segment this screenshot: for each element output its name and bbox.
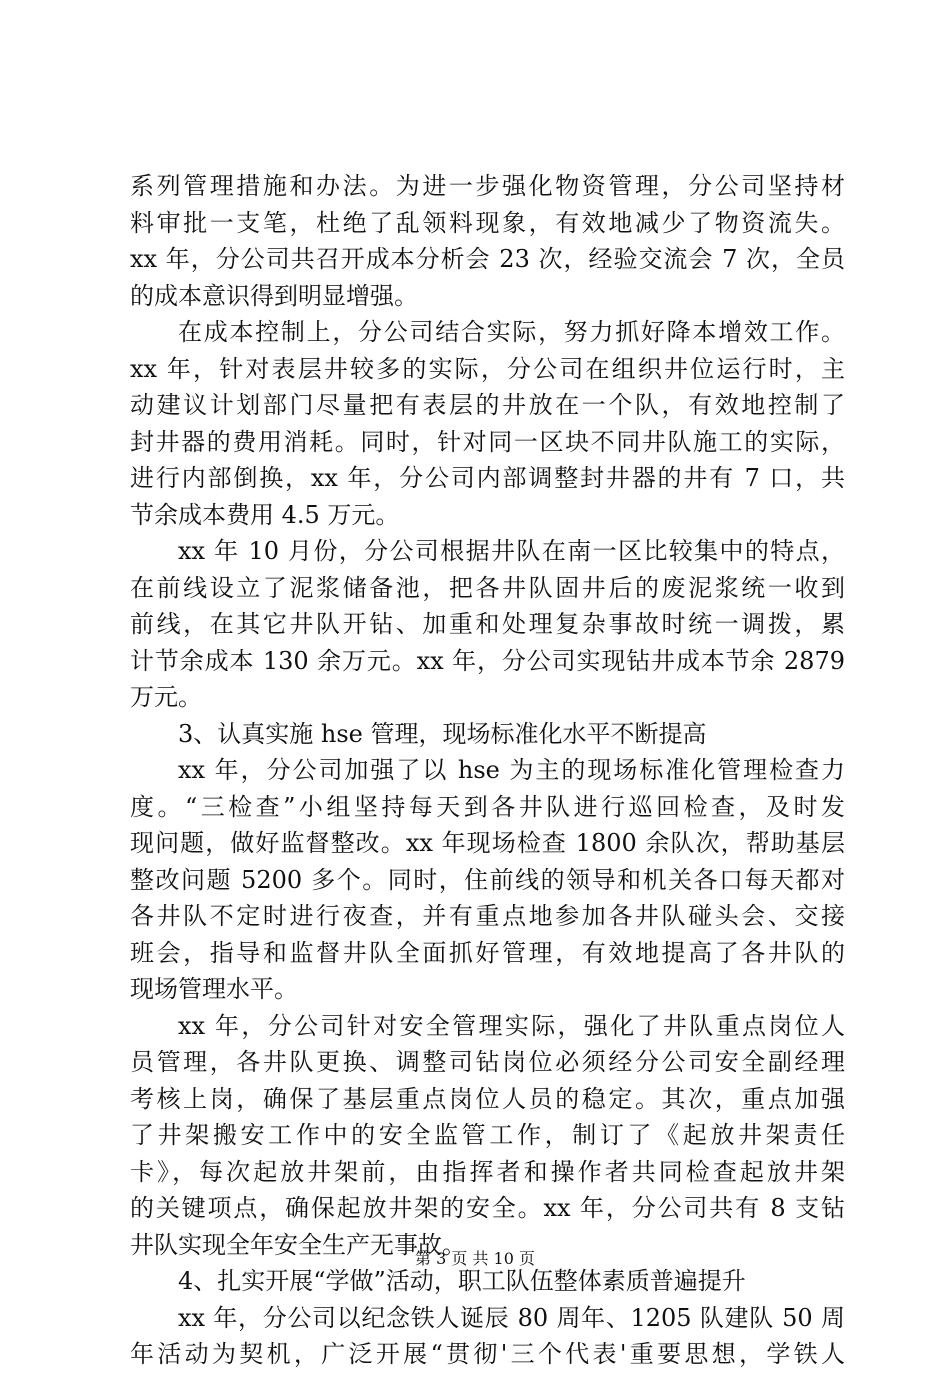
text-line: 员管理，各井队更换、调整司钻岗位必须经分公司安全副经理 xyxy=(130,1048,845,1076)
text-line: 年活动为契机，广泛开展“贯彻'三个代表'重要思想，学铁人 xyxy=(130,1340,845,1368)
text-line: 的关键项点，确保起放井架的安全。xx 年，分公司共有 8 支钻 xyxy=(130,1194,845,1222)
text-line: 各井队不定时进行夜查，并有重点地参加各井队碰头会、交接 xyxy=(130,902,845,930)
text-line: 班会，指导和监督井队全面抓好管理，有效地提高了各井队的 xyxy=(130,938,845,967)
text-line: xx 年 10 月份，分公司根据井队在南一区比较集中的特点， xyxy=(178,537,845,565)
document-body xyxy=(130,168,845,1373)
text-line: 度。“三检查”小组坚持每天到各井队进行巡回检查，及时发 xyxy=(130,792,845,821)
page-footer: 第 3 页 共 10 页 xyxy=(415,1249,535,1268)
text-line: 现场管理水平。 xyxy=(130,975,298,1003)
text-line: 封井器的费用消耗。同时，针对同一区块不同井队施工的实际， xyxy=(130,427,845,456)
text-line: 在前线设立了泥浆储备池，把各井队固井后的废泥浆统一收到 xyxy=(130,573,845,602)
text-line: 3、认真实施 hse 管理，现场标准化水平不断提高 xyxy=(178,719,707,748)
text-line: 节余成本费用 4.5 万元。 xyxy=(130,500,400,529)
text-line: 4、扎实开展“学做”活动，职工队伍整体素质普遍提升 xyxy=(178,1267,746,1295)
text-line: xx 年，分公司加强了以 hse 为主的现场标准化管理检查力 xyxy=(178,756,845,784)
text-line: 卡》，每次起放井架前，由指挥者和操作者共同检查起放井架 xyxy=(130,1157,845,1186)
text-line: xx 年，分公司针对安全管理实际，强化了井队重点岗位人 xyxy=(178,1011,845,1040)
text-line: 现问题，做好监督整改。xx 年现场检查 1800 余队次，帮助基层 xyxy=(130,829,845,857)
text-line: 整改问题 5200 多个。同时，住前线的领导和机关各口每天都对 xyxy=(130,865,845,894)
text-line: 万元。 xyxy=(130,683,202,711)
text-line: 了井架搬安工作中的安全监管工作，制订了《起放井架责任 xyxy=(130,1121,845,1149)
text-line: 井队实现全年安全生产无事故。 xyxy=(130,1230,466,1259)
text-line: xx 年，分公司以纪念铁人诞辰 80 周年、1205 队建队 50 周 xyxy=(178,1303,845,1332)
text-line: 料审批一支笔，杜绝了乱领料现象，有效地减少了物资流失。 xyxy=(130,208,845,237)
text-line: 动建议计划部门尽量把有表层的井放在一个队，有效地控制了 xyxy=(130,391,845,419)
text-line: 系列管理措施和办法。为进一步强化物资管理，分公司坚持材 xyxy=(130,172,845,200)
text-line: 前线，在其它井队开钻、加重和处理复杂事故时统一调拨，累 xyxy=(130,610,845,638)
text-line: 在成本控制上，分公司结合实际，努力抓好降本增效工作。 xyxy=(178,318,845,346)
text-line: xx 年，分公司共召开成本分析会 23 次，经验交流会 7 次，全员 xyxy=(130,245,845,273)
text-line: 进行内部倒换，xx 年，分公司内部调整封井器的井有 7 口，共 xyxy=(130,464,845,492)
text-line: 考核上岗，确保了基层重点岗位人员的稳定。其次，重点加强 xyxy=(130,1084,845,1113)
text-line: 计节余成本 130 余万元。xx 年，分公司实现钻井成本节余 2879 xyxy=(130,646,845,675)
text-line: xx 年，针对表层井较多的实际，分公司在组织井位运行时，主 xyxy=(130,354,845,383)
text-line: 的成本意识得到明显增强。 xyxy=(130,281,418,310)
